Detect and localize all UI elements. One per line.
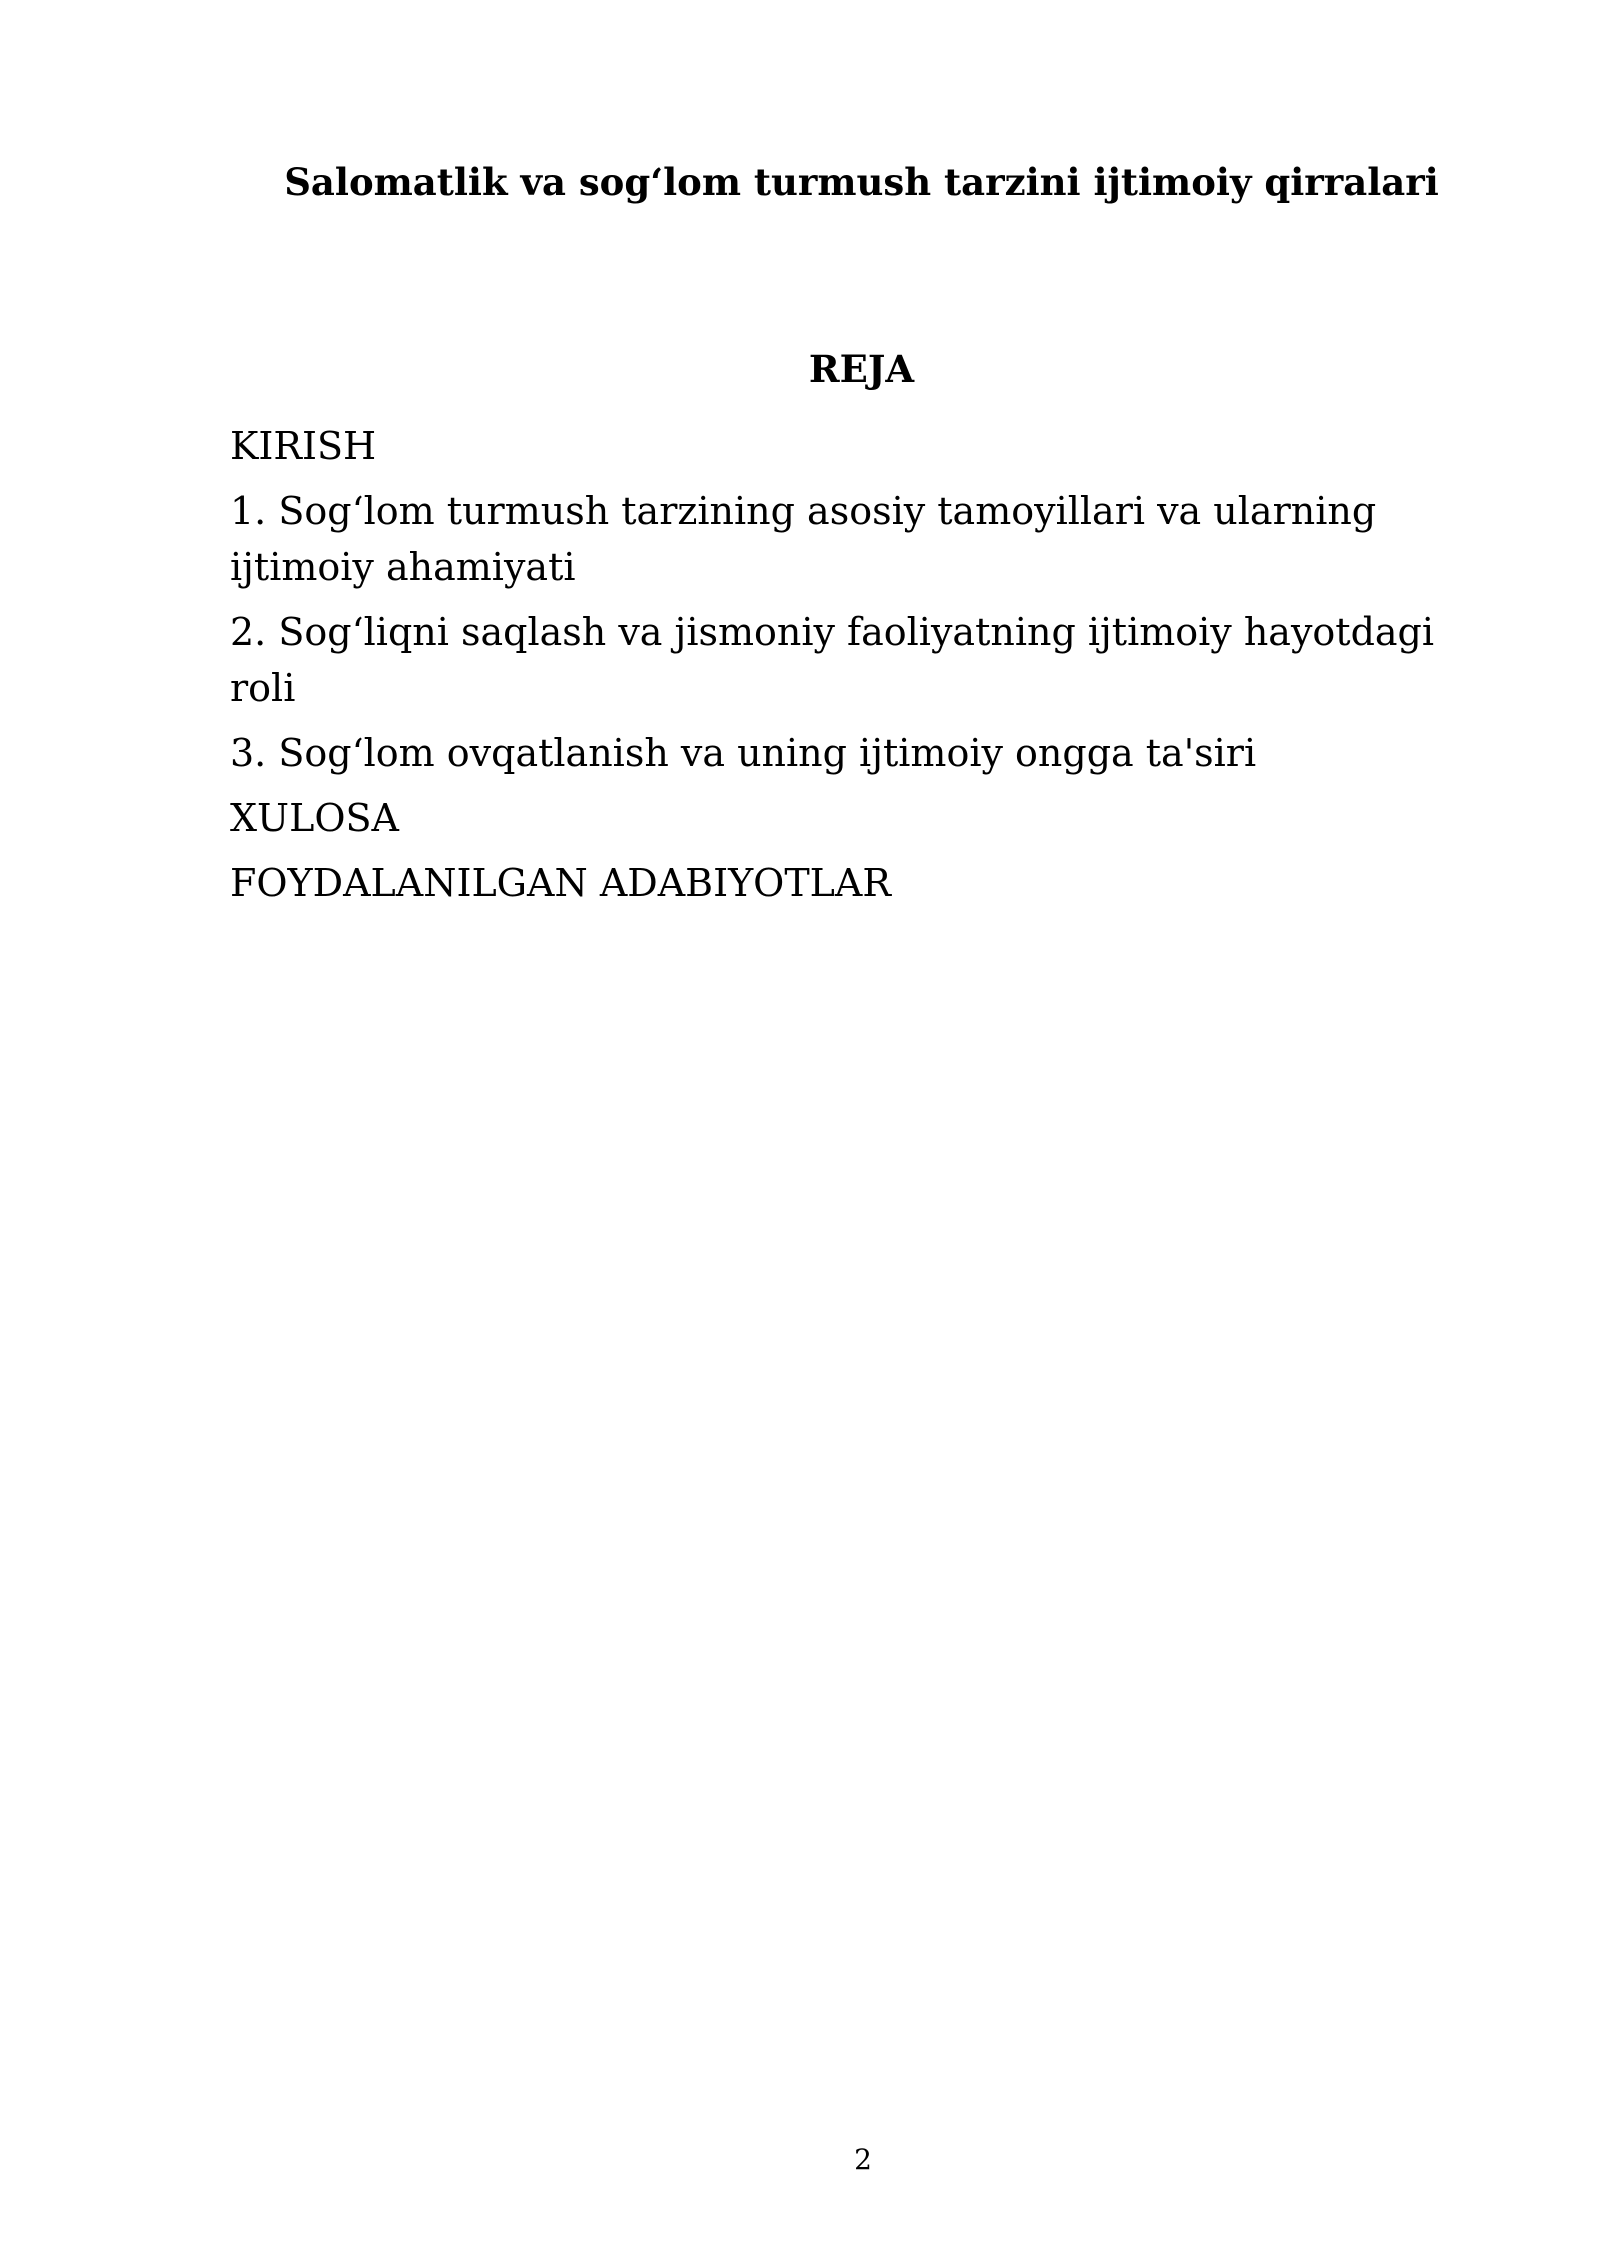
table-of-contents — [230, 418, 1493, 920]
toc-item-conclusion: XULOSA — [230, 796, 399, 840]
plan-heading: REJA — [808, 347, 915, 391]
toc-item-introduction: KIRISH — [230, 424, 377, 468]
page-number: 2 — [854, 2143, 872, 2176]
toc-item-section-1: 1. Sog‘lom turmush tarzining asosiy tamoyillari va ularning ijtimoiy ahamiyati — [230, 489, 1377, 589]
toc-item-section-3: 3. Sog‘lom ovqatlanish va uning ijtimoiy ongga ta'siri — [230, 731, 1257, 775]
toc-item-section-2: 2. Sog‘liqni saqlash va jismoniy faoliyatning ijtimoiy hayotdagi roli — [230, 610, 1435, 710]
toc-item-references: FOYDALANILGAN ADABIYOTLAR — [230, 861, 891, 905]
document-title: Salomatlik va sog‘lom turmush tarzini ijtimoiy qirralari — [284, 160, 1439, 204]
